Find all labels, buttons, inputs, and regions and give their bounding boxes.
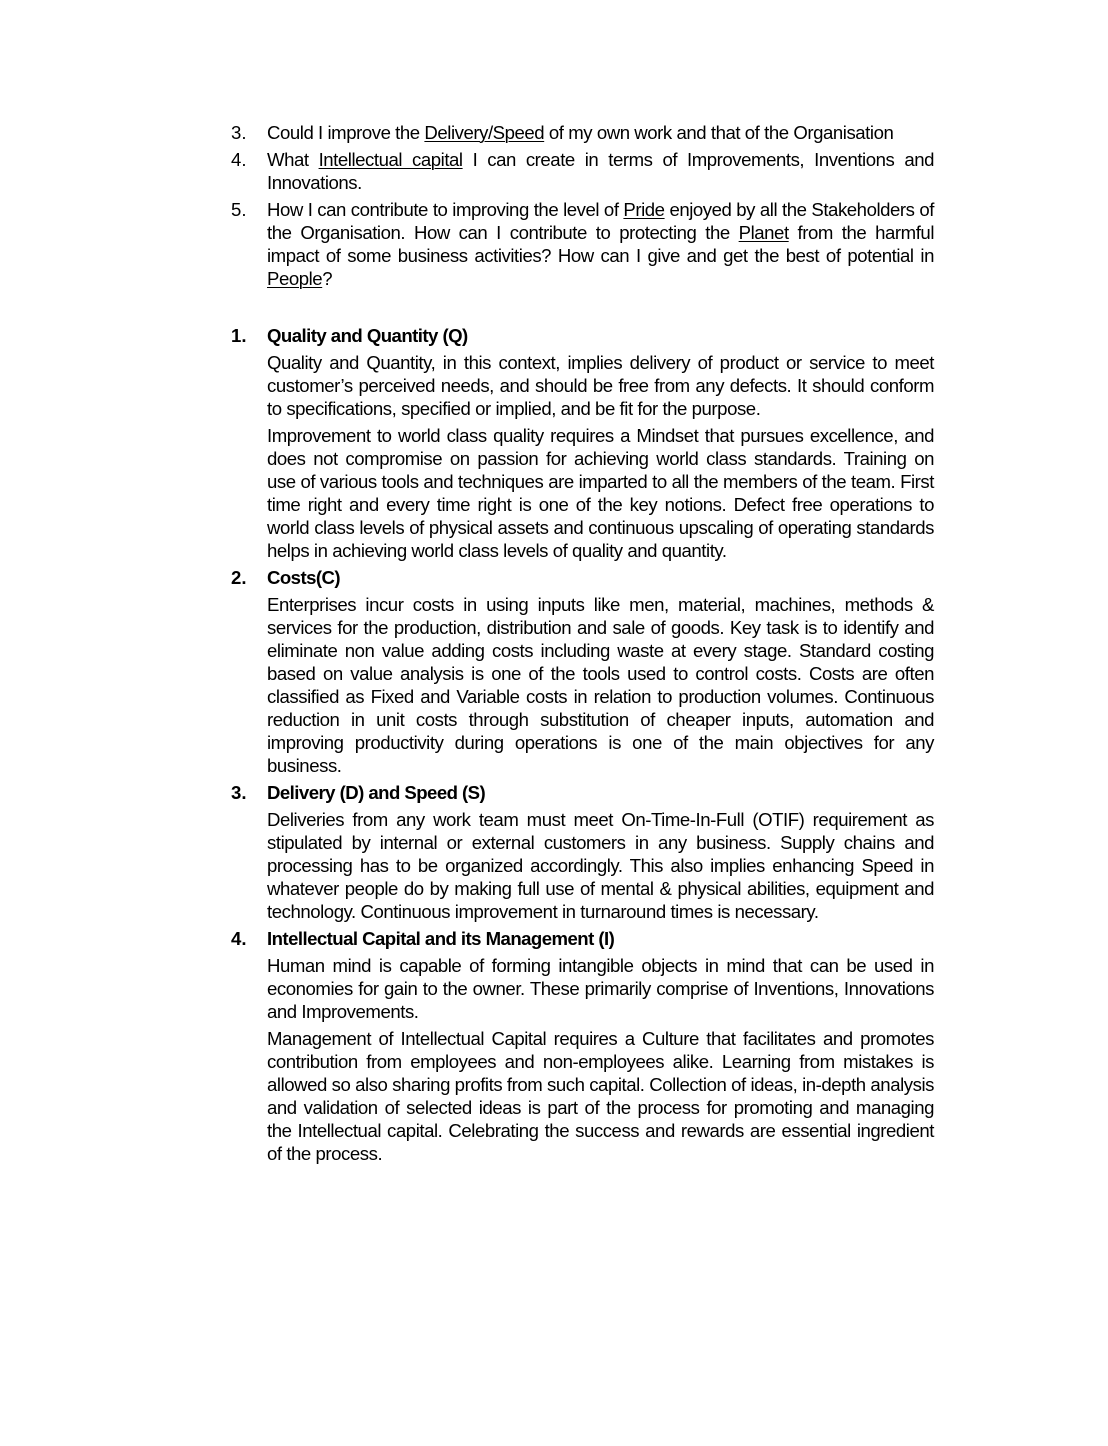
section-heading: Intellectual Capital and its Management (I)	[267, 928, 615, 949]
question-text	[267, 198, 934, 290]
text-run: How I can contribute to improving the level of	[267, 199, 624, 220]
section-number: 2.	[231, 567, 247, 588]
list-number: 4.	[231, 149, 247, 170]
list-number: 5.	[231, 199, 247, 220]
text-run: What	[267, 149, 319, 170]
section-paragraph: Quality and Quantity, in this context, implies delivery of product or service to meet customer’s perceived needs, and should be free from any defects. It should conform to specifications, specified or implied, and be fit for the purpose.	[267, 352, 934, 419]
section-heading: Delivery (D) and Speed (S)	[267, 782, 486, 803]
section-quality-quantity	[231, 324, 934, 562]
underlined-term-intellectual-capital: Intellectual capital	[318, 149, 463, 170]
document-page	[231, 121, 934, 1169]
text-run: enjoyed by all the Stakeholders of the Organisation. How can I contribute to protecting the	[267, 199, 934, 243]
section-number: 3.	[231, 782, 247, 803]
section-delivery-speed	[231, 781, 934, 923]
underlined-term-pride: Pride	[623, 199, 665, 220]
section-paragraph: Enterprises incur costs in using inputs like men, material, machines, methods & services for the production, distribution and sale of goods. Key task is to identify and eliminate non value adding costs including waste at every stage. Standard costing based on value analysis is one of the tools used to control costs. Costs are often classified as Fixed and Variable costs in relation to production volumes. Continuous reduction in unit costs through substitution of cheaper inputs, automation and improving productivity during operations is one of the main objectives for any business.	[267, 594, 934, 776]
underlined-term-delivery-speed: Delivery/Speed	[424, 122, 545, 143]
question-item-5	[231, 198, 934, 290]
section-costs	[231, 566, 934, 777]
question-item-4	[231, 148, 934, 194]
section-paragraph: Management of Intellectual Capital requires a Culture that facilitates and promotes contribution from employees and non-employees alike. Learning from mistakes is allowed so also sharing profits from such capital. Collection of ideas, in-depth analysis and validation of selected ideas is part of the process for promoting and managing the Intellectual capital. Celebrating the success and rewards are essential ingredient of the process.	[267, 1028, 934, 1164]
question-text	[267, 121, 934, 144]
text-run: I can create in terms of Improvements, Inventions and Innovations.	[267, 149, 934, 193]
text-run: ?	[322, 268, 333, 289]
section-paragraph: Human mind is capable of forming intangible objects in mind that can be used in economies for gain to the owner. These primarily comprise of Inventions, Innovations and Improvements.	[267, 955, 934, 1022]
section-paragraph: Improvement to world class quality requires a Mindset that pursues excellence, and does not compromise on passion for achieving world class standards. Training on use of various tools and techniques are imparted to all the members of the team. First time right and every time right is one of the key notions. Defect free operations to world class levels of physical assets and continuous upscaling of operating standards helps in achieving world class levels of quality and quantity.	[267, 425, 934, 561]
section-paragraph: Deliveries from any work team must meet On-Time-In-Full (OTIF) requirement as stipulated by internal or external customers in any business. Supply chains and processing has to be organized accordingly. This also implies enhancing Speed in whatever people do by making full use of mental & physical abilities, equipment and technology. Continuous improvement in turnaround times is necessary.	[267, 809, 934, 922]
section-heading: Costs(C)	[267, 567, 341, 588]
list-number: 3.	[231, 122, 247, 143]
section-number: 1.	[231, 325, 247, 346]
section-number: 4.	[231, 928, 247, 949]
section-heading: Quality and Quantity (Q)	[267, 325, 468, 346]
text-run: of my own work and that of the Organisation	[544, 122, 894, 143]
section-list	[231, 324, 934, 1165]
underlined-term-people: People	[267, 268, 323, 289]
text-run: from the harmful impact of some business activities? How can I give and get the best of potential in	[267, 222, 935, 266]
question-list	[231, 121, 934, 290]
spacer	[231, 294, 934, 324]
question-item-3	[231, 121, 934, 144]
question-text	[267, 148, 934, 194]
underlined-term-planet: Planet	[738, 222, 789, 243]
text-run: Could I improve the	[267, 122, 425, 143]
section-intellectual-capital	[231, 927, 934, 1165]
